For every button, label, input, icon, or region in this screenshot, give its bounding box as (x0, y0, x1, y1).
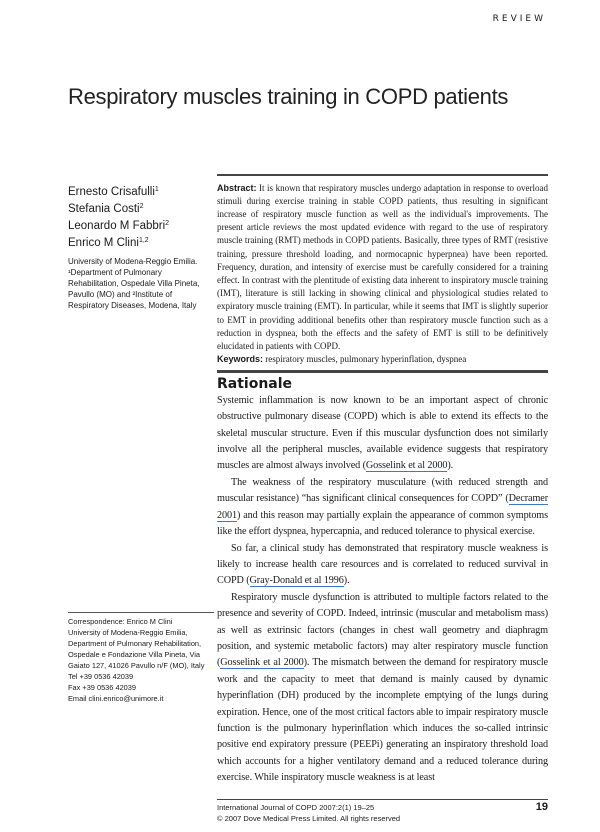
main-column (217, 174, 548, 832)
journal-citation: International Journal of COPD 2007:2(1) 19–25 (217, 802, 375, 812)
citation-link[interactable]: Gosselink et al 2000 (365, 460, 448, 472)
correspondence-line: University of Modena-Reggio Emilia, (68, 628, 188, 637)
abstract-bottom-rule (217, 370, 548, 373)
correspondence-line: Correspondence: Enrico M Clini (68, 617, 173, 626)
article-title: Respiratory muscles training in COPD patients (68, 84, 509, 109)
paragraph-text: ) and this reason may partially explain the appearance of common symptoms like the effort dyspnea, hypercapnia, and reduced tolerance to physical exercise. (217, 509, 548, 538)
author-affiliation-mark: 2 (139, 203, 144, 210)
footer (217, 802, 548, 832)
footer-area (217, 799, 548, 832)
affiliation: University of Modena-Reggio Emilia. ¹Department of Pulmonary Rehabilitation, Ospedale Villa Pineta, Pavullo (MO) and ²Institute of Respiratory Diseases, Modena, Italy (68, 257, 200, 310)
paragraph (217, 590, 548, 787)
author (68, 235, 214, 252)
author-affiliation-mark: 2 (165, 220, 170, 227)
correspondence-line: Email clini.enrico@unimore.it (68, 694, 164, 703)
author-name: Leonardo M Fabbri (68, 220, 166, 232)
author-name: Ernesto Crisafulli (68, 186, 155, 198)
paragraph (217, 475, 548, 541)
paragraph-text: ). The mismatch between the demand for respiratory muscle work and the capacity to meet that demand is mainly caused by dynamic hyperinflation (DH) produced by the incomplete emptying of the lungs during expiration. Hence, one of the most critical factors able to impair respiratory muscle function is the pulmonary hyperinflation which induces the so-called intrinsic positive end expiratory pressure (PEEPi) generating an inspiratory threshold load which accounts for a higher ventilatory demand and a reduced tolerance during exercise. While inspiratory muscle weakness is at least (217, 657, 548, 784)
author (68, 218, 214, 235)
body-text (217, 393, 548, 787)
correspondence-line: Tel +39 0536 42039 (68, 672, 134, 681)
abstract-text: It is known that respiratory muscles undergo adaptation in response to overload stimuli during exercise training in stable COPD patients, thus resulting in significant increase of respiratory muscle function as well as the individual's improvements. The present article reviews the most updated evidence with regard to the use of respiratory muscle training (RMT) methods in COPD patients. Basically, three types of RMT (resistive training, pressure threshold loading, and normocapnic hyperpnea) have been reported. Frequency, duration, and intensity of exercise must be carefully considered for a training effect. In contrast with the plentitude of existing data inherent to inspiratory muscle training (IMT), literature is still lacking in showing clinical and physiological studies related to expiratory muscle training (EMT). In particular, while it seems that IMT is slightly superior to EMT in providing additional benefits other than respiratory muscle function such as a reduction in dyspnea, both the effects and the safety of EMT is still to be definitively elucidated in patients with COPD. (217, 182, 549, 351)
abstract-top-rule (217, 174, 548, 176)
correspondence (68, 612, 214, 704)
author-name: Enrico M Clini (68, 237, 139, 249)
paragraph-text: So far, a clinical study has demonstrated that respiratory muscle weakness is likely to increase health care resources and is correlated to reduced survival in COPD ( (217, 542, 548, 587)
paragraph-text: Respiratory muscle dysfunction is attributed to multiple factors related to the presence and severity of COPD. Indeed, intrinsic (muscular and metabolism mass) as well as extrinsic factors (changes in chest wall geometry and diaphragm position, and systemic metabolic factors) may alter respiratory muscle function ( (217, 591, 548, 669)
correspondence-line: Department of Pulmonary Rehabilitation, (68, 639, 202, 648)
paragraph-text: Systemic inflammation is now known to be an important aspect of chronic obstructive pulmonary disease (COPD) which is able to extend its effects to the skeletal muscular structure. Even if this muscular dysfunction does not similarly involve all the peripheral muscles, available evidence suggests that respiratory muscles are almost always involved ( (217, 394, 548, 472)
citation-link[interactable]: Decramer 2001 (217, 493, 548, 521)
citation-link[interactable]: Gray-Donald et al 1996 (249, 575, 344, 587)
paragraph-text: ). (343, 575, 350, 587)
paragraph (217, 541, 548, 590)
author-list (68, 184, 214, 252)
left-column (68, 184, 214, 311)
correspondence-line: Ospedale e Fondazione Villa Pineta, Via (68, 650, 201, 659)
abstract (217, 182, 548, 367)
correspondence-line: Fax +39 0536 42039 (68, 683, 137, 692)
author (68, 184, 214, 201)
citation-link[interactable]: Gosselink et al 2000 (220, 657, 304, 669)
footer-rule (217, 799, 548, 800)
correspondence-line: Gaiato 127, 41026 Pavullo n/F (MO), Italy (68, 661, 205, 670)
author-affiliation-mark: 1,2 (138, 237, 149, 244)
keywords-label: Keywords: (217, 354, 264, 365)
copyright: © 2007 Dove Medical Press Limited. All rights reserved (217, 813, 401, 823)
section-heading: Rationale (217, 375, 293, 392)
page-number: 19 (535, 800, 548, 813)
section-label: REVIEW (492, 14, 546, 24)
author-name: Stefania Costi (68, 203, 140, 215)
author (68, 201, 214, 218)
keywords: respiratory muscles, pulmonary hyperinflation, dyspnea (265, 354, 467, 365)
paragraph-text: The weakness of the respiratory musculature (with reduced strength and muscular resistance) “has significant clinical consequences for COPD” ( (217, 476, 548, 505)
abstract-label: Abstract: (217, 182, 257, 193)
paragraph-text: ). (447, 460, 454, 472)
paragraph (217, 393, 548, 475)
author-affiliation-mark: 1 (154, 186, 159, 193)
